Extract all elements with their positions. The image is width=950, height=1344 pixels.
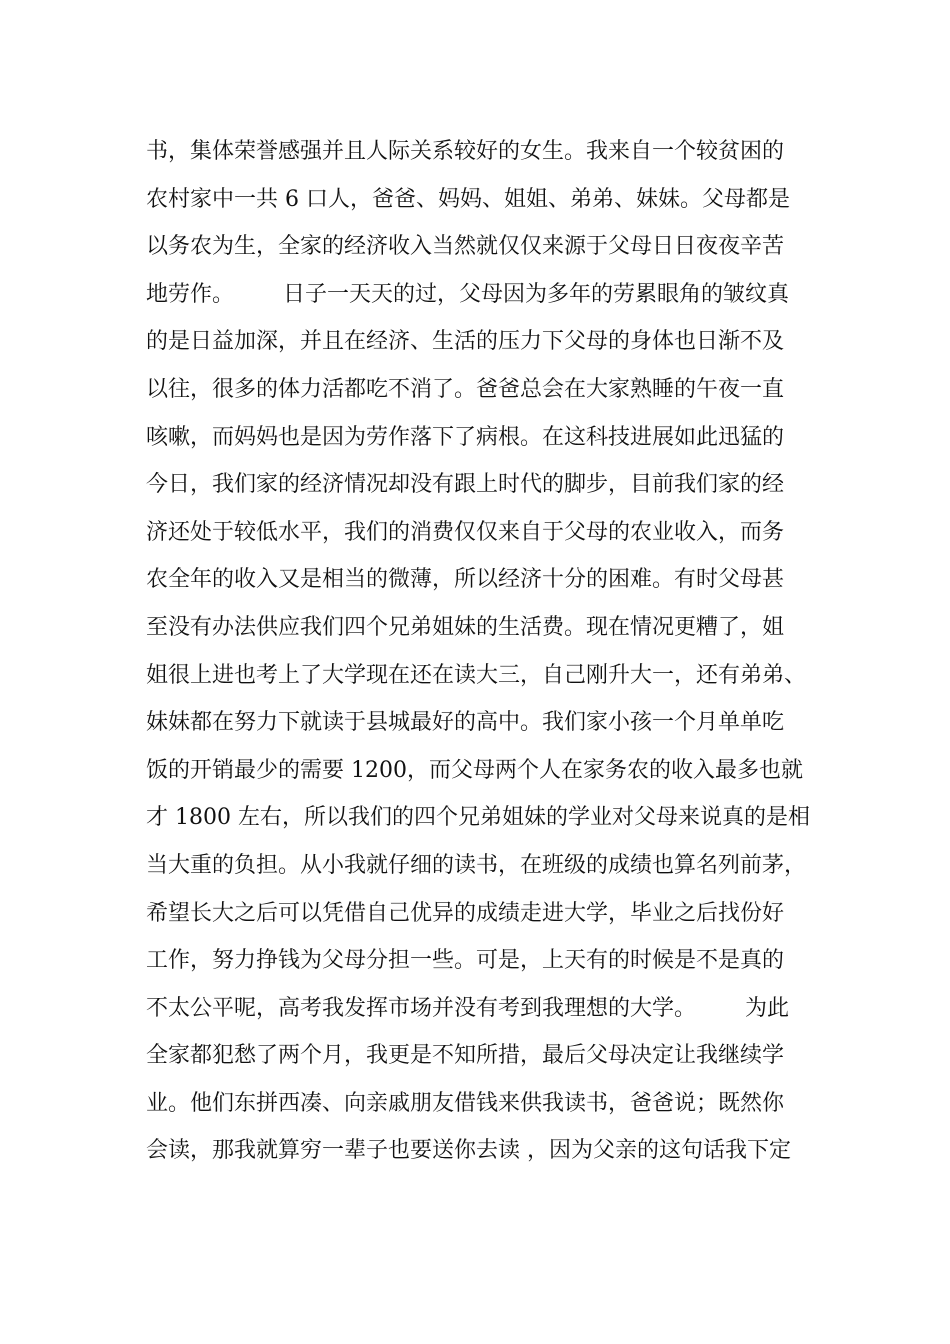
text-line-16: 当大重的负担。从小我就仔细的读书，在班级的成绩也算名列前茅， [146, 852, 807, 878]
body-text [146, 133, 826, 1180]
text-line-2: 农村家中一共 6 口人，爸爸、妈妈、姐姐、弟弟、妹妹。父母都是 [146, 186, 790, 212]
text-line-20: 全家都犯愁了两个月，我更是不知所措，最后父母决定让我继续学 [146, 1043, 785, 1069]
text-line-8: 今日，我们家的经济情况却没有跟上时代的脚步，目前我们家的经 [146, 472, 785, 498]
text-line-4: 地劳作。 日子一天天的过，父母因为多年的劳累眼角的皱纹真 [146, 281, 789, 307]
text-line-5: 的是日益加深，并且在经济、生活的压力下父母的身体也日渐不及 [146, 329, 785, 355]
text-line-12: 姐很上进也考上了大学现在还在读大三，自己刚升大一，还有弟弟、 [146, 662, 807, 688]
text-line-3: 以务农为生，全家的经济收入当然就仅仅来源于父母日日夜夜辛苦 [146, 234, 785, 260]
text-line-19: 不太公平呢，高考我发挥市场并没有考到我理想的大学。 为此 [146, 995, 789, 1021]
text-line-17: 希望长大之后可以凭借自己优异的成绩走进大学，毕业之后找份好 [146, 900, 785, 926]
text-line-18: 工作，努力挣钱为父母分担一些。可是，上天有的时候是不是真的 [146, 948, 785, 974]
text-line-13: 妹妹都在努力下就读于县城最好的高中。我们家小孩一个月单单吃 [146, 710, 785, 736]
text-line-15: 才 1800 左右，所以我们的四个兄弟姐妹的学业对父母来说真的是相 [146, 805, 810, 831]
text-line-11: 至没有办法供应我们四个兄弟姐妹的生活费。现在情况更糟了，姐 [146, 614, 785, 640]
text-line-10: 农全年的收入又是相当的微薄，所以经济十分的困难。有时父母甚 [146, 567, 785, 593]
text-line-22: 会读，那我就算穷一辈子也要送你去读 ，因为父亲的这句话我下定 [146, 1138, 791, 1164]
text-line-14: 饭的开销最少的需要 1200，而父母两个人在家务农的收入最多也就 [146, 757, 803, 783]
text-line-6: 以往，很多的体力活都吃不消了。爸爸总会在大家熟睡的午夜一直 [146, 376, 785, 402]
text-line-21: 业。他们东拼西凑、向亲戚朋友借钱来供我读书，爸爸说；既然你 [146, 1090, 785, 1116]
text-line-7: 咳嗽，而妈妈也是因为劳作落下了病根。在这科技进展如此迅猛的 [146, 424, 785, 450]
text-line-1: 书，集体荣誉感强并且人际关系较好的女生。我来自一个较贫困的 [146, 139, 785, 164]
text-line-9: 济还处于较低水平，我们的消费仅仅来自于父母的农业收入，而务 [146, 519, 785, 545]
